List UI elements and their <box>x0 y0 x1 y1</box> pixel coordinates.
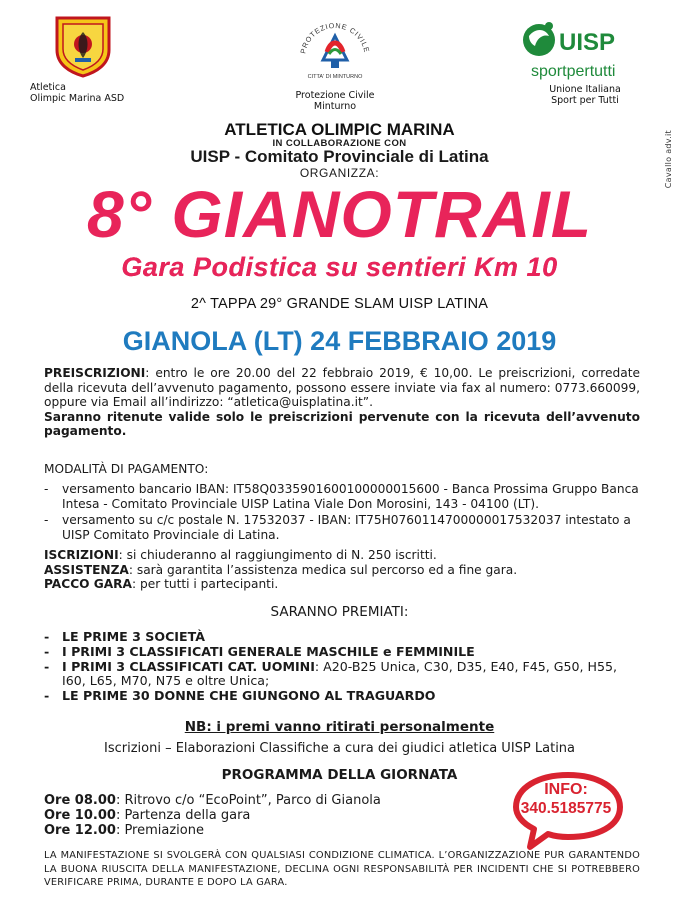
logo-atletica-olimpic-marina <box>30 14 128 104</box>
program-time: Ore 12.00 <box>44 823 116 839</box>
award-item-bold: I PRIMI 3 CLASSIFICATI CAT. UOMINI <box>62 658 315 674</box>
info-lines <box>44 548 640 592</box>
collaboration-label: IN COLLABORAZIONE CON <box>272 138 407 149</box>
logo-center-caption-2: Minturno <box>313 101 357 112</box>
award-item-bold: I PRIMI 3 CLASSIFICATI GENERALE MASCHILE e FEMMINILE <box>62 643 475 659</box>
list-item: - versamento su c/c postale N. 17532037 - IBAN: IT75H0760114700000017532037 intestato a UISP Comitato Provinciale di Latina. <box>44 513 640 542</box>
event-date-place: GIANOLA (LT) 24 FEBBRAIO 2019 <box>122 326 557 356</box>
award-item-bold: LE PRIME 30 DONNE CHE GIUNGONO AL TRAGUARDO <box>62 688 436 704</box>
event-stage: 2^ TAPPA 29° GRANDE SLAM UISP LATINA <box>190 296 489 312</box>
logo-uisp <box>515 14 655 106</box>
program-desc: : Premiazione <box>115 823 204 839</box>
payment-list <box>44 482 640 542</box>
payment-heading: MODALITÀ DI PAGAMENTO: <box>44 462 209 476</box>
awards-heading: SARANNO PREMIATI: <box>270 604 409 620</box>
program-time: Ore 08.00 <box>44 793 116 808</box>
pacco-gara-label: PACCO GARA <box>44 577 132 592</box>
awards-note: NB: i premi vanno ritirati personalmente <box>184 719 495 735</box>
logo-protezione-civile <box>285 14 385 112</box>
preiscrizioni-section <box>44 366 640 439</box>
payment-item-bank: versamento bancario IBAN: IT58Q0335901600100000015600 - Banca Prossima Gruppo Banca Intesa - Comitato Provinciale UISP Latina Viale Don Morosini, 143 - 04100 (LT). <box>62 482 639 511</box>
pacco-gara-text: : per tutti i partecipanti. <box>132 577 279 592</box>
list-item: - LE PRIME 30 DONNE CHE GIUNGONO AL TRAGUARDO <box>44 688 436 704</box>
logo-right-caption-1: Unione Italiana <box>549 84 621 95</box>
pacco-gara-line <box>44 577 640 592</box>
awards-list <box>44 630 640 704</box>
seal-inner-text: CITTA' DI MINTURNO <box>307 74 363 80</box>
uisp-brand-text: UISP <box>559 29 616 56</box>
uisp-brand-icon <box>515 14 655 84</box>
assistenza-label: ASSISTENZA <box>44 562 129 577</box>
list-item: - versamento bancario IBAN: IT58Q0335901600100000015600 - Banca Prossima Gruppo Banca Intesa - Comitato Provinciale UISP Latina Viale Don Morosini, 143 - 04100 (LT). <box>44 482 639 511</box>
preiscrizioni-paragraph <box>44 366 640 410</box>
info-label: INFO: <box>544 781 588 798</box>
protezione-civile-seal-icon <box>291 14 379 86</box>
program-desc: : Partenza della gara <box>115 808 251 824</box>
seal-ring-text: PROTEZIONE CIVILE <box>298 20 372 55</box>
event-title: 8° GIANOTRAIL <box>86 177 593 251</box>
program-desc: : Ritrovo c/o “EcoPoint”, Parco di Gianola <box>115 793 381 808</box>
disclaimer-footer: LA MANIFESTAZIONE SI SVOLGERÀ CON QUALSIASI CONDIZIONE CLIMATICA. L’ORGANIZZAZIONE PUR GARANTENDO LA BUONA RIUSCITA DELLA MANIFESTAZIONE, DECLINA OGNI RESPONSABILITÀ PER INCIDENTI CHE SI POTREBBERO VERIFICARE PRIMA, DURANTE E DOPO LA GARA. <box>44 850 640 888</box>
partner-name: UISP - Comitato Provinciale di Latina <box>190 147 489 166</box>
logo-left-caption-2: Olimpic Marina ASD <box>30 93 125 104</box>
uisp-tagline: sportpertutti <box>531 63 616 80</box>
club-shield-icon <box>53 14 113 78</box>
program-time: Ore 10.00 <box>44 808 116 824</box>
iscrizioni-text: : si chiuderanno al raggiungimento di N. 250 iscritti. <box>118 548 437 562</box>
payment-item-postal: versamento su c/c postale N. 17532037 - IBAN: IT75H0760114700000017532037 intestato a UISP Comitato Provinciale di Latina. <box>62 513 631 542</box>
list-item: - I PRIMI 3 CLASSIFICATI GENERALE MASCHILE e FEMMINILE <box>44 643 475 659</box>
organizes-label: ORGANIZZA: <box>299 166 380 180</box>
iscrizioni-label: ISCRIZIONI <box>44 548 119 562</box>
preiscrizioni-note: Saranno ritenute valide solo le preiscrizioni pervenute con la ricevuta dell’avvenuto pagamento. <box>44 409 640 439</box>
program-heading: PROGRAMMA DELLA GIORNATA <box>221 767 458 783</box>
assistenza-text: : sarà garantita l’assistenza medica sul percorso ed a fine gara. <box>128 562 518 577</box>
iscrizioni-line <box>44 548 640 563</box>
award-item-rest: : A20-B25 Unica, C30, D35, E40, F45, G50, H55, I60, L65, M70, N75 e oltre Unica; <box>62 658 618 689</box>
preiscrizioni-text: : entro le ore 20.00 del 22 febbraio 2019, € 10,00. Le preiscrizioni, corredate della ricevuta dell’avvenuto pagamento, possono essere inviate via fax al numero: 0773.660099, oppure via Email all’indirizzo: “atletica@uisplatina.it”. <box>44 366 640 410</box>
rankings-credit: Iscrizioni – Elaborazioni Classifiche a cura dei giudici atletica UISP Latina <box>103 741 576 756</box>
preiscrizioni-label: PREISCRIZIONI <box>44 366 146 380</box>
list-item: - I PRIMI 3 CLASSIFICATI CAT. UOMINI: A20-B25 Unica, C30, D35, E40, F45, G50, H55, I60, L65, M70, N75 e oltre Unica; <box>44 658 618 689</box>
assistenza-line <box>44 563 640 578</box>
logo-center-caption-1: Protezione Civile <box>295 90 375 101</box>
info-phone: 340.5185775 <box>520 800 612 817</box>
event-subtitle: Gara Podistica su sentieri Km 10 <box>121 252 558 282</box>
list-item: - LE PRIME 3 SOCIETÀ <box>44 629 205 644</box>
organizer-name: ATLETICA OLIMPIC MARINA <box>224 120 455 139</box>
logo-right-caption-2: Sport per Tutti <box>551 95 619 106</box>
designer-credit: Cavallo adv.it <box>664 130 673 189</box>
award-item-bold: LE PRIME 3 SOCIETÀ <box>62 629 205 644</box>
logo-left-caption-1: Atletica <box>30 82 66 93</box>
